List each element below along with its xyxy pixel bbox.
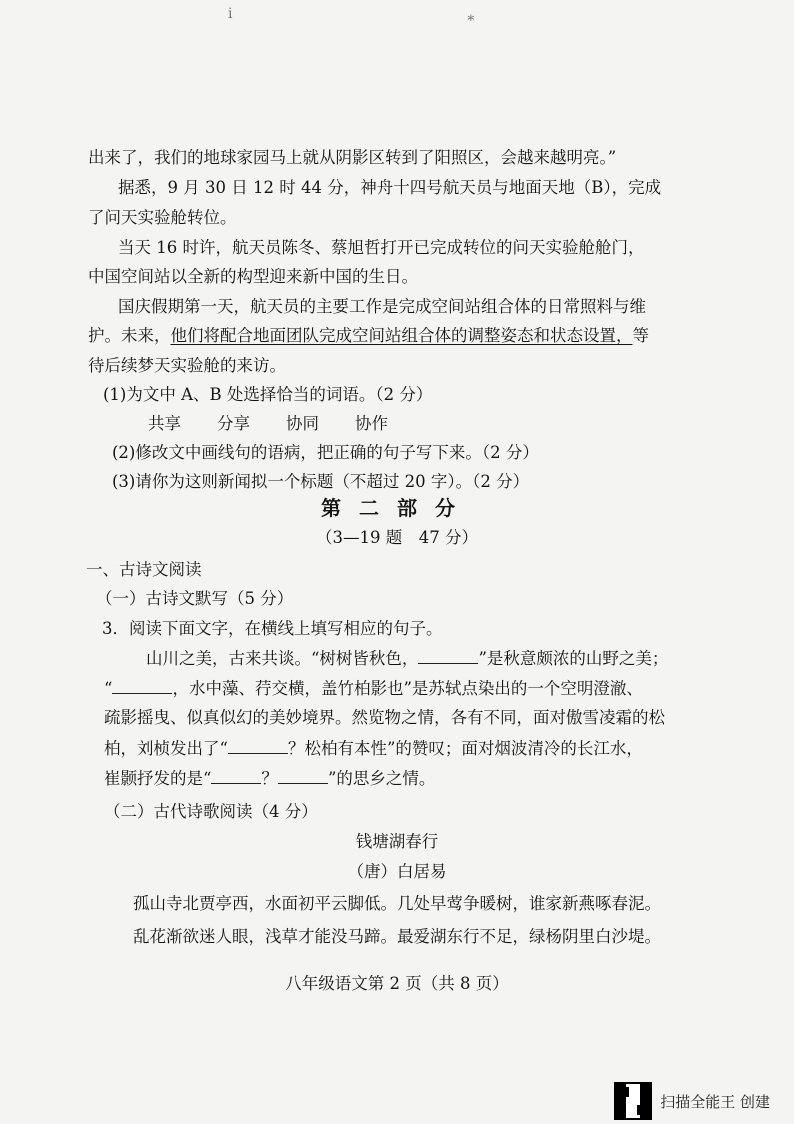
text-span: 崔颢抒发的是“ — [104, 769, 212, 788]
paragraph-line: 当天 16 时许，航天员陈冬、蔡旭哲打开已完成转位的问天实验舱舱门， — [118, 238, 645, 257]
question-3-heading: 3．阅读下面文字，在横线上填写相应的句子。 — [102, 619, 443, 638]
poem-title: 钱塘湖春行 — [355, 832, 439, 851]
text-span: 护。未来， — [88, 326, 171, 345]
text-span: 山川之美，古来共谈。“树树皆秋色， — [146, 649, 419, 668]
answer-blank[interactable] — [278, 767, 328, 784]
paragraph-line: 国庆假期第一天，航天员的主要工作是完成空间站组合体的日常照料与维 — [118, 297, 646, 316]
fill-line — [104, 767, 435, 790]
underlined-sentence: 他们将配合地面团队完成空间站组合体的调整姿态和状态设置， — [170, 326, 633, 345]
answer-blank[interactable] — [211, 767, 261, 784]
word-choice: 共享 — [148, 414, 181, 433]
answer-blank[interactable] — [418, 647, 478, 664]
word-choice: 协同 — [286, 414, 319, 433]
paragraph-line: 待后续梦天实验舱的来访。 — [88, 356, 286, 375]
subsection-heading: （一）古诗文默写（5 分） — [96, 589, 294, 608]
text-span: ？ — [261, 769, 278, 788]
fill-line: 疏影摇曳、似真似幻的美妙境界。然览物之情，各有不同，面对傲雪凌霜的松 — [104, 708, 665, 727]
part-subtitle: （3—19 题 47 分） — [316, 528, 478, 547]
question-1: (1)为文中 A、B 处选择恰当的词语。（2 分） — [103, 385, 433, 404]
word-choice: 分享 — [217, 414, 250, 433]
paragraph-line: 据悉，9 月 30 日 12 时 44 分，神舟十四号航天员与地面天地（B），完成 — [118, 178, 662, 197]
poem-author: （唐）白居易 — [347, 862, 447, 881]
word-choice: 协作 — [355, 414, 388, 433]
text-span: ，水中藻、荇交横，盖竹柏影也”是苏轼点染出的一个空明澄澈、 — [172, 679, 643, 698]
poem-line: 乱花渐欲迷人眼，浅草才能没马蹄。最爱湖东行不足，绿杨阴里白沙堤。 — [133, 927, 661, 946]
fill-line — [104, 737, 643, 760]
scan-speck: ∗ — [466, 10, 476, 26]
answer-blank[interactable] — [112, 677, 172, 694]
paragraph-line — [88, 325, 649, 347]
text-span: 等 — [632, 326, 649, 345]
scanner-watermark — [614, 1082, 770, 1120]
paragraph-line: 中国空间站以全新的构型迎来新中国的生日。 — [88, 267, 418, 286]
text-span: ”的思乡之情。 — [327, 769, 436, 788]
answer-blank[interactable] — [228, 737, 288, 754]
text-span: “ — [104, 679, 113, 698]
text-span: ？松柏有本性”的赞叹；面对烟波清冷的长江水， — [287, 739, 643, 758]
fill-line — [146, 647, 668, 670]
page-footer: 八年级语文第 2 页（共 8 页） — [285, 974, 509, 993]
question-2: (2)修改文中画线句的语病，把正确的句子写下来。（2 分） — [112, 443, 539, 462]
scan-speck: ⅰ — [228, 6, 233, 22]
paragraph-line: 出来了，我们的地球家园马上就从阴影区转到了阳照区，会越来越明亮。” — [88, 148, 617, 167]
section-heading: 一、古诗文阅读 — [86, 560, 202, 579]
fill-line — [104, 677, 643, 700]
scanner-label: 扫描全能王 创建 — [660, 1092, 770, 1111]
text-span: ”是秋意颇浓的山野之美； — [478, 649, 669, 668]
text-span: 柏，刘桢发出了“ — [104, 739, 228, 758]
subsection-heading: （二）古代诗歌阅读（4 分） — [104, 802, 318, 821]
part-title: 第二部分 — [321, 496, 473, 520]
question-3: (3)请你为这则新闻拟一个标题（不超过 20 字）。（2 分） — [112, 472, 530, 491]
qr-code-icon — [614, 1082, 652, 1120]
poem-line: 孤山寺北贾亭西，水面初平云脚低。几处早莺争暖树，谁家新燕啄春泥。 — [133, 894, 661, 913]
paragraph-line: 了问天实验舱转位。 — [88, 208, 237, 227]
word-choices — [148, 413, 424, 435]
